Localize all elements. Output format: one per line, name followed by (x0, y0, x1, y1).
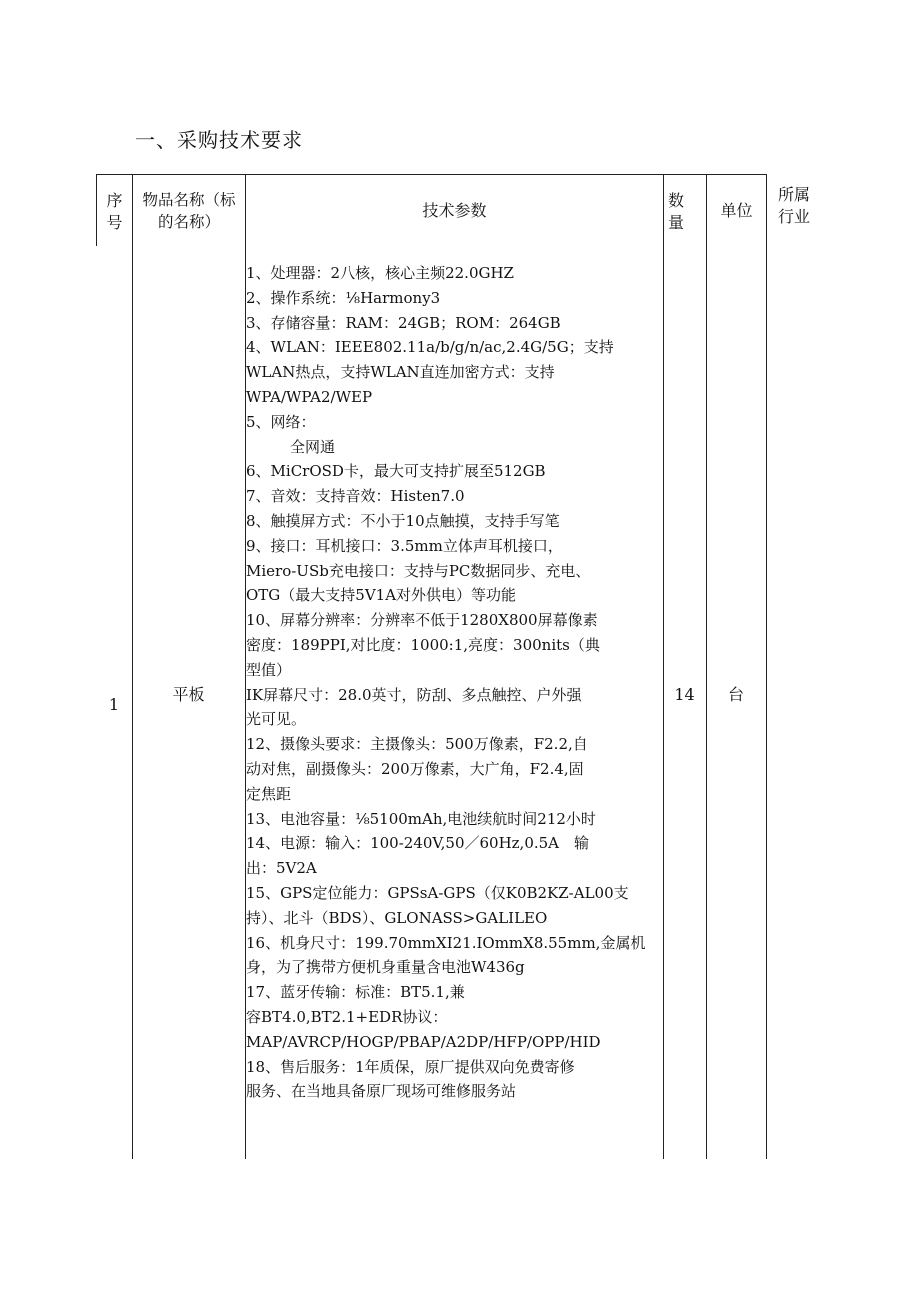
param-line: MAP/AVRCP/HOGP/PBAP/A2DP/HFP/OPP/HID (246, 1032, 601, 1051)
header-industry-line2: 行业 (777, 207, 810, 226)
param-line: 7、音效：支持音效：Histen7.0 (246, 487, 465, 506)
param-line: 定焦距 (246, 784, 292, 803)
param-line: 容BT4.0,BT2.1+EDR协议： (246, 1007, 448, 1026)
param-line: 16、机身尺寸：199.70mmXI21.IOmmX8.55mm,金属机 (246, 933, 646, 952)
param-line: WPA/WPA2/WEP (246, 387, 373, 406)
table-top-border (96, 174, 766, 175)
header-seq-line1: 序 (106, 191, 123, 210)
param-line: 3、存储容量：RAM：24GB；ROM：264GB (246, 313, 561, 332)
param-line: 光可见。 (246, 710, 307, 729)
param-line: 10、屏幕分辨率：分辨率不低于1280X800屏幕像素 (246, 611, 598, 630)
param-line: 动对焦，副摄像头：200万像素，大广角，F2.4,固 (246, 759, 584, 778)
col-divider-5 (766, 174, 767, 1159)
param-line: IK屏幕尺寸：28.0英寸，防刮、多点触控、户外强 (246, 685, 582, 704)
param-line: 5、网络： (246, 412, 316, 431)
param-line: 12、摄像头要求：主摄像头：500万像素，F2.2,自 (246, 735, 588, 754)
header-unit: 单位 (720, 201, 753, 220)
tech-params (246, 261, 666, 1104)
param-line: 身，为了携带方便机身重量含电池W436g (246, 958, 525, 977)
header-qty-line2: 量 (667, 213, 684, 232)
section-title: 一、采购技术要求 (135, 128, 303, 152)
param-line: 2、操作系统：⅛Harmony3 (246, 288, 441, 307)
row-seq: 1 (108, 695, 120, 714)
param-line: 4、WLAN：IEEE802.11a/b/g/n/ac,2.4G/5G；支持 (246, 338, 614, 357)
param-line: 全网通 (290, 437, 336, 456)
param-line: 1、处理器：2八核，核心主频22.0GHZ (246, 264, 514, 282)
header-params: 技术参数 (422, 201, 487, 220)
header-qty-line1: 数 (667, 191, 684, 210)
param-line: 出：5V2A (246, 859, 317, 878)
param-line: WLAN热点，支持WLAN直连加密方式：支持 (246, 363, 555, 382)
header-seq-line2: 号 (106, 213, 123, 232)
param-line: 13、电池容量：⅛5100mAh,电池续航时间212小时 (246, 809, 596, 828)
header-name (132, 189, 246, 233)
row-unit: 台 (727, 685, 744, 704)
param-line: 15、GPS定位能力：GPSsA-GPS（仅K0B2KZ-AL00支 (246, 883, 629, 902)
header-name-line2: 的名称） (157, 213, 220, 231)
param-line: 密度：189PPI,对比度：1000:1,亮度：300nits（典 (246, 635, 600, 654)
param-line: 服务、在当地具备原厂现场可维修服务站 (246, 1082, 517, 1101)
param-line: 持）、北斗（BDS）、GLONASS>GALILEO (246, 908, 548, 927)
param-line: 6、MiCrOSD卡，最大可支持扩展至512GB (246, 462, 546, 481)
header-industry (769, 184, 819, 228)
header-seq (97, 190, 132, 234)
param-line: 8、触摸屏方式：不小于10点触摸，支持手写笔 (246, 511, 560, 530)
row-qty: 14 (674, 685, 695, 704)
param-line: 型值） (246, 660, 292, 679)
header-name-line1: 物品名称（标 (142, 191, 236, 209)
param-line: 14、电源：输入：100-240V,50／60Hz,0.5A 输 (246, 834, 590, 853)
col-divider-4 (706, 174, 707, 1159)
header-qty (663, 190, 689, 234)
param-line: OTG（最大支持5V1A对外供电）等功能 (246, 586, 517, 605)
param-line: 17、蓝牙传输：标准：BT5.1,兼 (246, 983, 465, 1002)
param-line: 18、售后服务：1年质保，原厂提供双向免费寄修 (246, 1057, 575, 1076)
param-line: Miero-USb充电接口：支持与PC数据同步、充电、 (246, 561, 591, 580)
param-line: 9、接口：耳机接口：3.5mm立体声耳机接口， (246, 536, 563, 555)
header-industry-line1: 所属 (777, 185, 810, 204)
col-divider-1 (132, 174, 133, 1159)
row-name: 平板 (172, 685, 205, 704)
